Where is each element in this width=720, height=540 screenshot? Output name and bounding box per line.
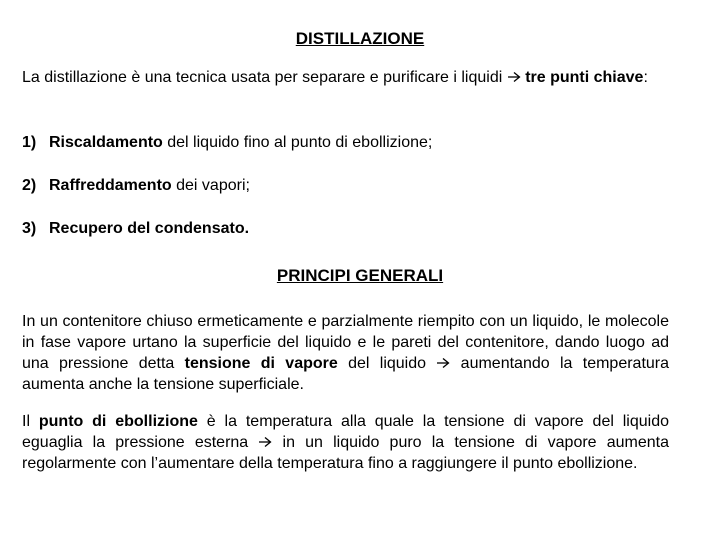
intro-bold: tre punti chiave: [525, 69, 644, 86]
paragraph-text: In un contenitore chiuso ermeticamente e parzialmente riempito con un liquido, le molecole in fase vapore urtano la superficie del liquido e le pareti del contenitore, dando luogo ad una pressione detta: [22, 313, 669, 372]
list-item: [22, 218, 682, 239]
list-item-text: del liquido fino al punto di ebollizione;: [162, 134, 433, 151]
arrow-right-icon: [507, 71, 521, 83]
list-item-bold: Riscaldamento: [49, 134, 163, 151]
paragraph-text: aumentando la temperatura aumenta anche la tensione superficiale.: [22, 355, 670, 393]
title-principi-generali: PRINCIPI GENERALI: [276, 266, 444, 285]
list-item-bold: Raffreddamento: [49, 177, 172, 194]
paragraph-text: è la temperatura alla quale la tensione di vapore del liquido eguaglia la pressione esterna: [22, 413, 670, 451]
list-item: [22, 175, 682, 196]
arrow-right-icon: [436, 357, 450, 369]
list-item-number: 1): [22, 134, 37, 151]
list-item: [22, 132, 682, 153]
paragraph-bold: tensione di vapore: [184, 355, 338, 372]
paragraph-text: in un liquido puro la tensione di vapore aumenta regolarmente con l’aumentare della temperatura fino a raggiungere il punto ebollizione.: [22, 434, 670, 472]
list-item-number: 3): [22, 220, 37, 237]
arrow-right-icon: [258, 436, 272, 448]
intro-paragraph: [22, 67, 669, 88]
list-item-bold: Recupero del condensato.: [49, 220, 250, 237]
paragraph-text: Il: [22, 413, 39, 430]
list-item-number: 2): [22, 177, 37, 194]
intro-colon: :: [643, 69, 648, 86]
title-distillazione: DISTILLAZIONE: [295, 29, 425, 48]
paragraph-bold: punto di ebollizione: [38, 413, 198, 430]
paragraph-text: del liquido: [337, 355, 437, 372]
paragraph-principi: [22, 311, 669, 395]
list-item-text: dei vapori;: [171, 177, 250, 194]
intro-text: La distillazione è una tecnica usata per separare e purificare i liquidi: [22, 69, 507, 86]
paragraph-ebollizione: [22, 411, 669, 474]
